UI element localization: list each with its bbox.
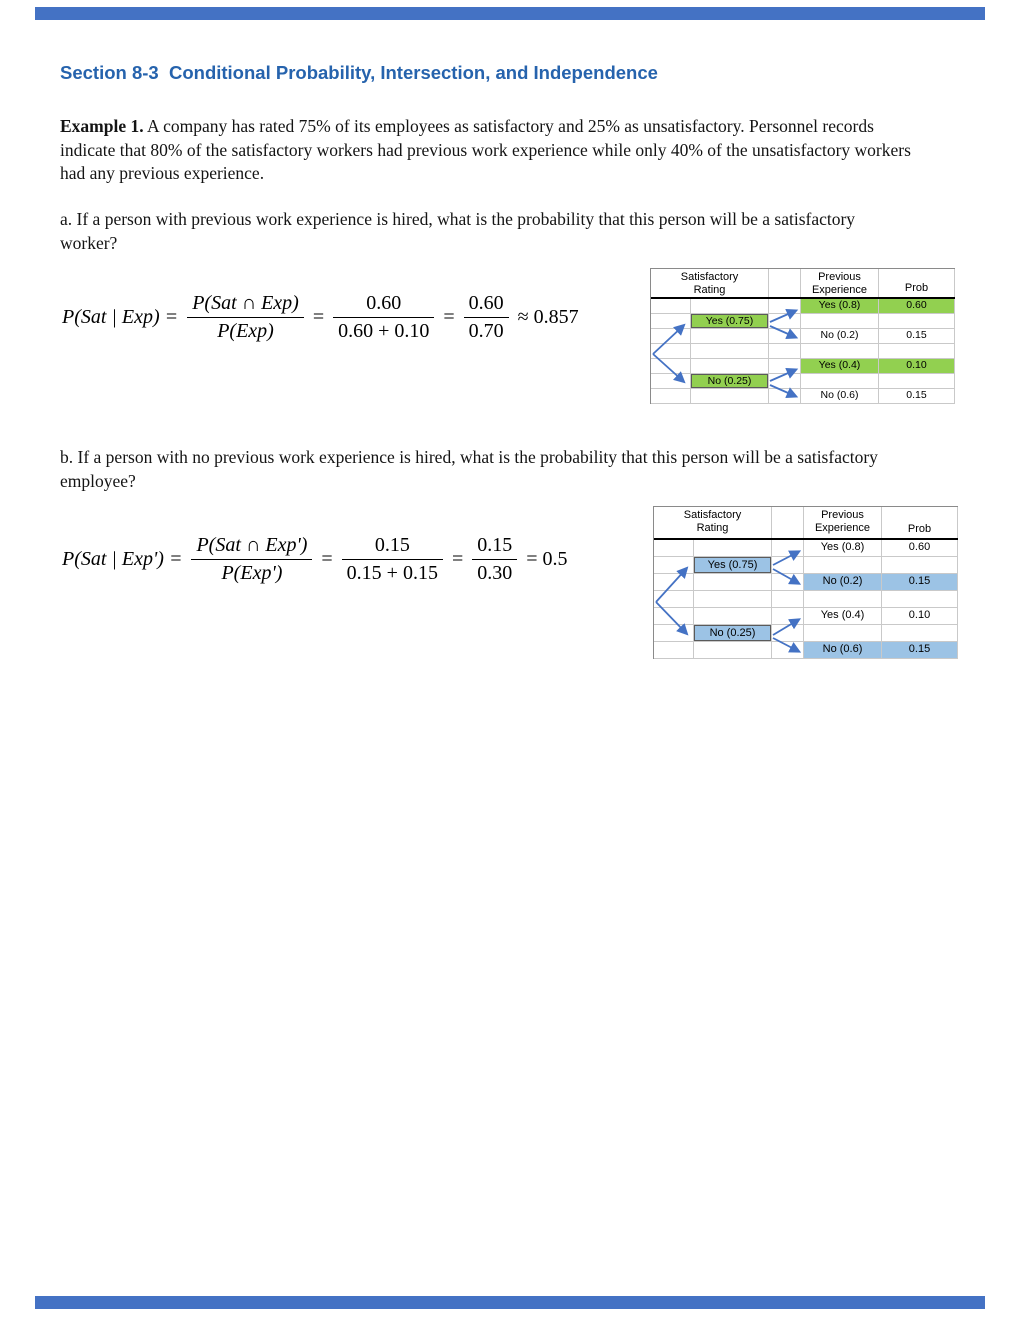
table-row: [651, 389, 955, 404]
experience-cell: No (0.6): [804, 642, 882, 659]
rating-cell: Yes (0.75): [691, 314, 768, 328]
experience-cell: Yes (0.8): [801, 299, 879, 314]
header-line: Satisfactory: [683, 509, 742, 521]
header-line: Rating: [693, 284, 726, 296]
header-line: Previous: [821, 509, 864, 521]
table-row: [651, 344, 955, 359]
table-row: [654, 540, 958, 557]
header-line: Prob: [904, 282, 929, 294]
table-row: [651, 374, 955, 389]
table-row: [654, 591, 958, 608]
table-row: [651, 329, 955, 344]
prob-cell: 0.15: [879, 389, 955, 404]
formula-a-fraction-sum: [333, 292, 434, 343]
fraction-denominator: P(Exp): [217, 320, 274, 342]
equals-sign: =: [451, 548, 464, 570]
fraction-numerator: 0.15: [472, 534, 517, 560]
header-satisfactory-rating: [651, 269, 769, 297]
prob-cell: 0.10: [882, 608, 958, 625]
prob-cell: 0.10: [879, 359, 955, 374]
question-a: a. If a person with previous work experience is hired, what is the probability that this person will be a satisfactory worker?: [60, 209, 856, 253]
fraction-numerator: P(Sat ∩ Exp'): [191, 534, 312, 560]
formula-a-lhs: P(Sat | Exp) =: [62, 306, 179, 328]
header-line: Prob: [907, 523, 932, 535]
prob-cell: 0.15: [882, 574, 958, 591]
table-row: [654, 557, 958, 574]
rating-cell: Yes (0.75): [694, 557, 771, 573]
tree-a-grid: [650, 268, 955, 404]
experience-cell: Yes (0.4): [801, 359, 879, 374]
example-label: Example 1.: [60, 116, 144, 136]
formula-a-fraction-reduced: [464, 292, 509, 343]
header-line: Satisfactory: [680, 271, 739, 283]
table-row: [651, 359, 955, 374]
prob-cell: 0.15: [882, 642, 958, 659]
table-row: [654, 625, 958, 642]
experience-cell: Yes (0.8): [804, 540, 882, 557]
header-line: Rating: [696, 522, 729, 534]
table-row: [654, 608, 958, 625]
formula-a: [62, 292, 579, 343]
header-line: Experience: [811, 284, 868, 296]
example-paragraph: [60, 115, 932, 186]
experience-cell: No (0.6): [801, 389, 879, 404]
experience-cell: Yes (0.4): [804, 608, 882, 625]
tree-b-header: [654, 507, 958, 540]
header-previous-experience: [804, 507, 882, 538]
header-previous-experience: [801, 269, 879, 297]
experience-cell: No (0.2): [801, 329, 879, 344]
experience-cell: No (0.2): [804, 574, 882, 591]
prob-cell: 0.60: [879, 299, 955, 314]
fraction-numerator: 0.15: [342, 534, 443, 560]
fraction-denominator: 0.30: [477, 562, 513, 584]
formula-b-fraction-sum: [342, 534, 443, 585]
table-row: [654, 574, 958, 591]
equals-sign: =: [443, 306, 455, 328]
tree-b-grid: [653, 506, 958, 659]
top-divider-bar: [35, 7, 985, 20]
formula-b-result: = 0.5: [526, 548, 568, 570]
example-text: A company has rated 75% of its employees as satisfactory and 25% as unsatisfactory. Personnel records indicate that 80% of the satisfactory workers had previous work experience while only 40% of the unsatisfactory workers had any previous experience.: [60, 116, 911, 183]
fraction-numerator: P(Sat ∩ Exp): [187, 292, 304, 318]
formula-b-fraction-symbolic: [191, 534, 312, 585]
formula-b-lhs: P(Sat | Exp') =: [62, 548, 183, 570]
question-b: b. If a person with no previous work experience is hired, what is the probability that this person will be a satisfactory employee?: [60, 447, 878, 491]
header-satisfactory-rating: [654, 507, 772, 538]
fraction-denominator: 0.15 + 0.15: [346, 562, 438, 584]
tree-table-a: [650, 268, 955, 404]
fraction-numerator: 0.60: [464, 292, 509, 318]
fraction-denominator: P(Exp'): [221, 562, 283, 584]
table-row: [651, 299, 955, 314]
rating-cell: No (0.25): [691, 374, 768, 388]
table-row: [654, 642, 958, 659]
table-row: [651, 314, 955, 329]
formula-b: [62, 534, 568, 585]
equals-sign: =: [312, 306, 325, 328]
header-line: Previous: [818, 271, 861, 283]
formula-a-result: ≈ 0.857: [517, 306, 579, 328]
formula-b-fraction-reduced: [472, 534, 517, 585]
prob-cell: 0.15: [879, 329, 955, 344]
header-gap: [769, 269, 801, 297]
header-line: Experience: [814, 522, 871, 534]
tree-a-header: [651, 269, 955, 299]
equals-sign: =: [321, 548, 333, 570]
fraction-denominator: 0.70: [468, 320, 504, 342]
page-title: Section 8-3 Conditional Probability, Intersection, and Independence: [60, 62, 658, 83]
fraction-numerator: 0.60: [333, 292, 434, 318]
formula-a-fraction-symbolic: [187, 292, 304, 343]
bottom-divider-bar: [35, 1296, 985, 1309]
header-prob: [879, 269, 955, 297]
header-gap: [772, 507, 804, 538]
header-prob: [882, 507, 958, 538]
fraction-denominator: 0.60 + 0.10: [338, 320, 430, 342]
tree-table-b: [653, 506, 958, 659]
prob-cell: 0.60: [882, 540, 958, 557]
rating-cell: No (0.25): [694, 625, 771, 641]
